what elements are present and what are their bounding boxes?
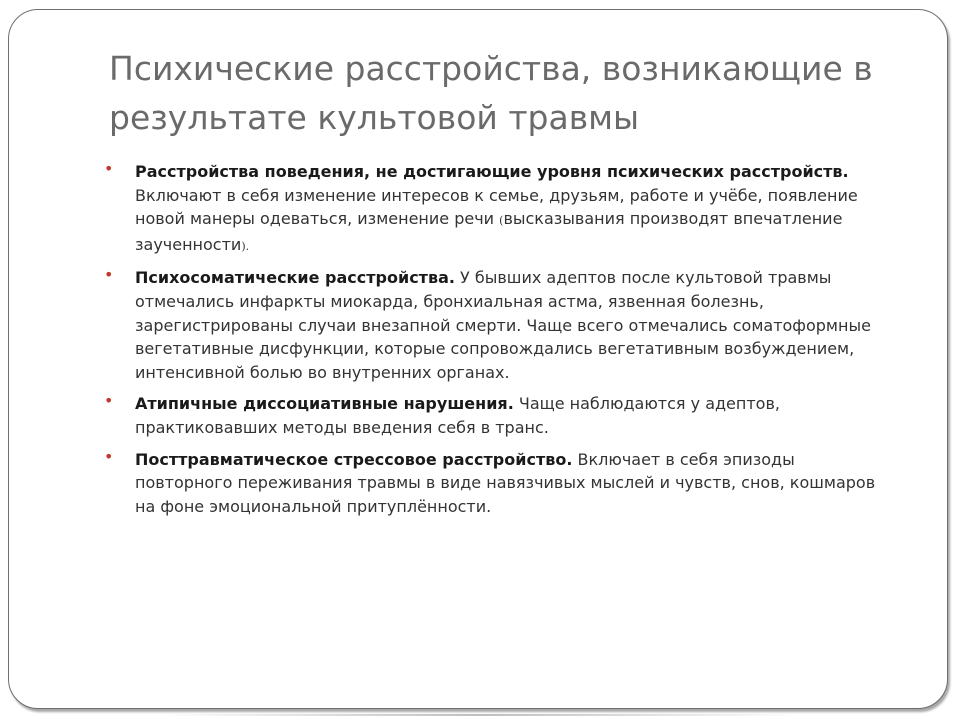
bullet-item-dissociative	[104, 392, 894, 439]
bullet-list	[104, 160, 894, 526]
paren-close: ).	[241, 239, 250, 253]
bullet-dot-icon: •	[104, 446, 114, 466]
slide-bottom-shadow	[160, 714, 800, 716]
bullet-text: У бывших адептов после культовой травмы отмечались инфаркты миокарда, бронхиальная астма, язвенная болезнь, зарегистрированы случаи внезапной смерти. Чаще всего отмечались соматоформные вегетативные дисфункции, которые сопровождались вегетативным возбуждением, интенсивной болью во внутренних органах.	[135, 268, 871, 382]
bullet-item-ptsd	[104, 448, 894, 519]
bullet-dot-icon: •	[104, 159, 114, 178]
bullet-heading: Атипичные диссоциативные нарушения.	[135, 394, 514, 414]
bullet-item-behavior-disorders	[104, 160, 894, 258]
slide-title: Психические расстройства, возникающие в результате культовой травмы	[109, 49, 873, 137]
bullet-heading: Посттравматическое стрессовое расстройство.	[135, 449, 573, 469]
bullet-text: Чаще наблюдаются у адептов, практиковавших методы введения себя в транс.	[135, 394, 780, 437]
paren-text: высказывания производят впечатление заученности	[135, 209, 843, 254]
bullet-heading: Расстройства поведения, не достигающие уровня психических расстройств.	[135, 162, 849, 181]
bullet-text: Включают в себя изменение интересов к семье, друзьям, работе и учёбе, появление новой манеры одеваться, изменение речи	[135, 185, 858, 229]
bullet-heading: Психосоматические расстройства.	[135, 268, 455, 288]
bullet-dot-icon: •	[104, 265, 114, 285]
paren-open: (	[499, 214, 504, 228]
bullet-dot-icon: •	[104, 391, 114, 411]
bullet-text: Включает в себя эпизоды повторного переживания травмы в виде навязчивых мыслей и чувств, снов, кошмаров на фоне эмоциональной притуплённости.	[135, 449, 876, 516]
bullet-item-psychosomatic	[104, 266, 894, 384]
